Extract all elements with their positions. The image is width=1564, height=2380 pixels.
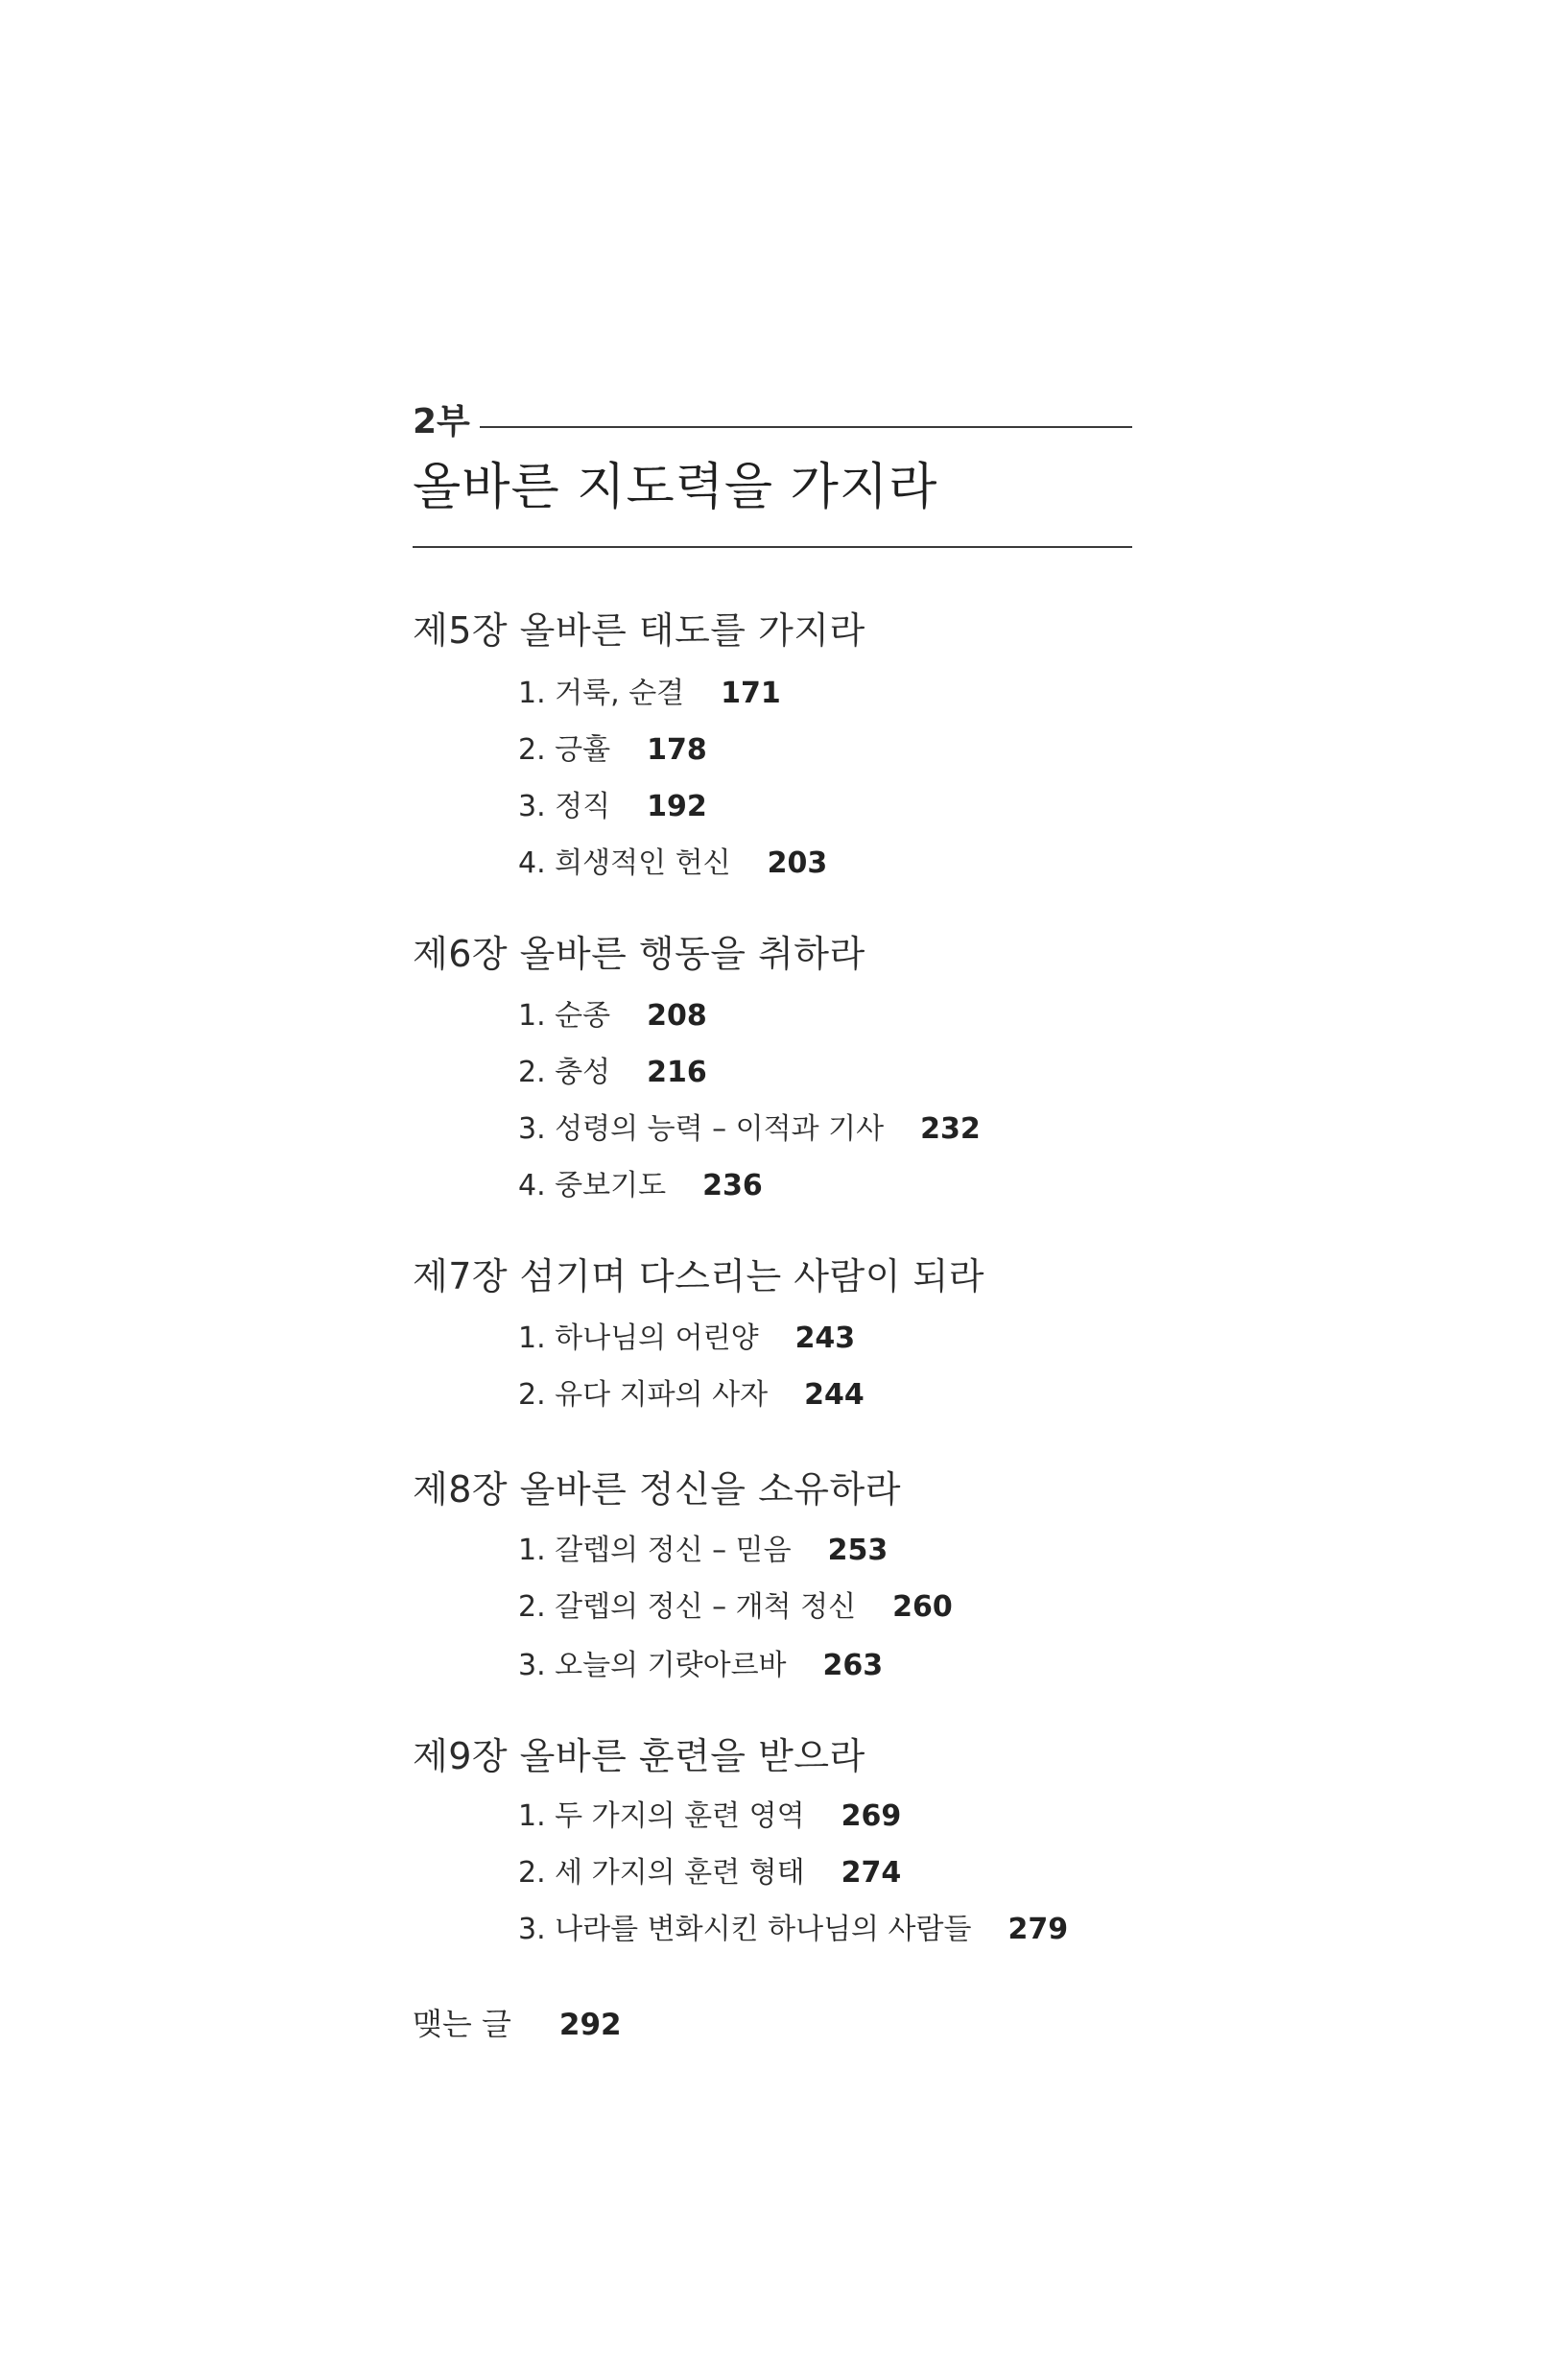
- chapter-title-8: 제8장 올바른 정신을 소유하라: [413, 1468, 901, 1511]
- chapter-title-5: 제5장 올바른 태도를 가지라: [413, 609, 865, 652]
- toc-entry-label: 3. 오늘의 기럇아르바: [518, 1649, 787, 1682]
- toc-entry: [518, 1529, 888, 1573]
- toc-entry-label: 1. 하나님의 어린양: [518, 1321, 759, 1355]
- chapter-title-7: 제7장 섬기며 다스리는 사람이 되라: [413, 1255, 984, 1297]
- chapter-title-6: 제6장 올바른 행동을 취하라: [413, 933, 865, 975]
- toc-entry-page: 243: [794, 1321, 856, 1355]
- toc-entry: [518, 1851, 901, 1895]
- toc-entry: [518, 672, 781, 716]
- closing-page: 292: [558, 2008, 622, 2042]
- toc-entry-label: 1. 순종: [518, 999, 611, 1033]
- toc-entry-page: 263: [822, 1649, 884, 1682]
- toc-entry-label: 1. 두 가지의 훈련 영역: [518, 1799, 805, 1833]
- toc-entry: [518, 1795, 901, 1839]
- toc-entry-page: 171: [721, 677, 781, 710]
- part-rule-top: [413, 426, 1132, 428]
- toc-entry-label: 2. 충성: [518, 1056, 611, 1089]
- toc-entry-label: 1. 갈렙의 정신 – 믿음: [518, 1534, 792, 1567]
- closing-label: 맺는 글: [413, 2006, 511, 2042]
- toc-entry-label: 2. 유다 지파의 사자: [518, 1378, 769, 1412]
- toc-entry-label: 3. 나라를 변화시킨 하나님의 사람들: [518, 1913, 972, 1946]
- part-rule-bottom: [413, 546, 1132, 548]
- toc-entry-page: 208: [647, 999, 707, 1033]
- toc-entry-page: 279: [1007, 1913, 1069, 1946]
- toc-entry: [518, 1107, 981, 1152]
- toc-entry-page: 269: [841, 1799, 902, 1833]
- toc-entry-label: 1. 거룩, 순결: [518, 677, 685, 710]
- toc-entry-label: 2. 긍휼: [518, 733, 611, 767]
- toc-entry: [518, 1373, 865, 1417]
- toc-entry: [518, 1908, 1068, 1952]
- toc-entry-page: 216: [647, 1056, 707, 1089]
- toc-entry: [518, 785, 707, 829]
- toc-entry-label: 3. 정직: [518, 790, 611, 823]
- toc-entry-page: 192: [647, 790, 707, 823]
- toc-entry: [518, 1585, 953, 1630]
- closing-entry: [413, 2002, 622, 2047]
- toc-entry-page: 274: [841, 1856, 902, 1890]
- toc-entry-page: 232: [920, 1112, 981, 1146]
- toc-entry: [518, 728, 707, 773]
- toc-entry-label: 4. 희생적인 헌신: [518, 846, 731, 880]
- toc-entry-page: 253: [827, 1534, 889, 1567]
- toc-entry-label: 2. 세 가지의 훈련 형태: [518, 1856, 805, 1890]
- toc-entry: [518, 1644, 883, 1688]
- toc-entry-label: 4. 중보기도: [518, 1169, 667, 1202]
- part-label: 2부: [413, 398, 480, 446]
- toc-entry-page: 203: [767, 846, 828, 880]
- toc-entry: [518, 1164, 763, 1208]
- toc-entry-page: 244: [804, 1378, 865, 1412]
- toc-entry: [518, 842, 827, 886]
- toc-entry: [518, 1051, 707, 1095]
- chapter-title-9: 제9장 올바른 훈련을 받으라: [413, 1735, 865, 1777]
- toc-entry-page: 260: [892, 1590, 953, 1624]
- toc-entry: [518, 994, 707, 1038]
- part-title: 올바른 지도력을 가지라: [413, 459, 938, 516]
- toc-entry-page: 178: [647, 733, 707, 767]
- toc-entry-label: 3. 성령의 능력 – 이적과 기사: [518, 1112, 885, 1146]
- toc-entry: [518, 1317, 855, 1361]
- toc-entry-page: 236: [702, 1169, 763, 1202]
- toc-entry-label: 2. 갈렙의 정신 – 개척 정신: [518, 1590, 857, 1624]
